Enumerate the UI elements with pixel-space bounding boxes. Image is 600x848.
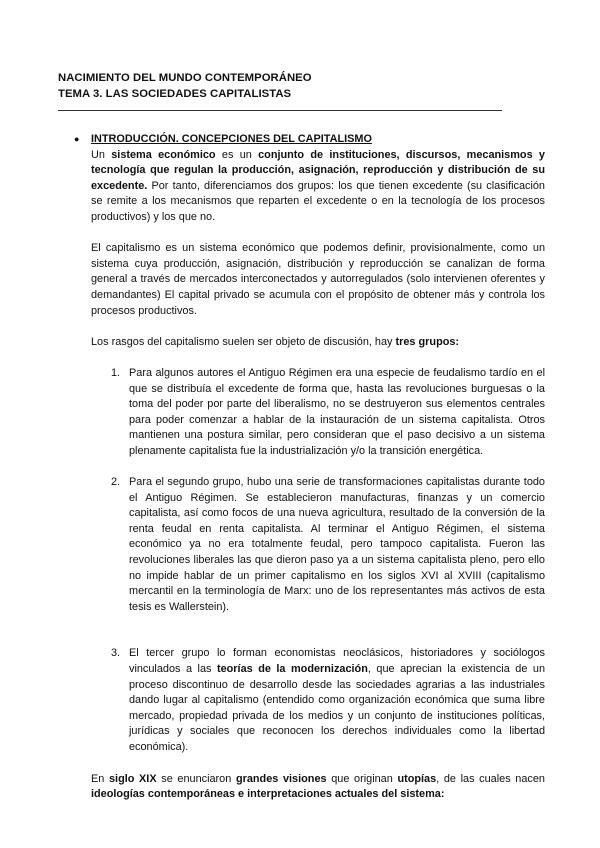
bold-term: ideologías contemporáneas e interpretaciones actuales del sistema: xyxy=(91,788,445,801)
text-run: es un xyxy=(215,148,259,161)
text-run: que originan xyxy=(326,772,398,785)
text-run: Por tanto, diferenciamos dos grupos: los que tienen excedente (su clasificación se remite a los mecanismos que reparten el excedente o en la tecnología de los procesos productivos) y los que no. xyxy=(91,179,545,223)
groups-list xyxy=(91,366,545,756)
document-header xyxy=(58,70,312,102)
bold-term: conjunto de instituciones, discursos, mecanismos y tecnología que regulan la producción, asignación, reproducción y distribución de su excedente. xyxy=(91,148,545,192)
section-heading xyxy=(74,132,545,148)
text-run: , de las cuales nacen xyxy=(436,772,545,785)
section-heading-text: INTRODUCCIÓN. CONCEPCIONES DEL CAPITALISMO xyxy=(91,133,372,145)
paragraph-groups-intro xyxy=(91,335,545,351)
text-run: El tercer grupo lo forman economistas neoclásicos, historiadores y sociólogos vinculados a las xyxy=(129,647,545,675)
list-item xyxy=(91,366,545,460)
bold-term: siglo XIX xyxy=(108,772,157,785)
list-item xyxy=(91,646,545,755)
introduction-section xyxy=(74,132,546,818)
paragraph-definition xyxy=(91,148,545,226)
bold-term: grandes visiones xyxy=(235,772,327,785)
course-title: NACIMIENTO DEL MUNDO CONTEMPORÁNEO xyxy=(58,72,312,84)
list-item-text: Para algunos autores el Antiguo Régimen era una especie de feudalismo tardío en el que se distribuía el excedente de forma que, hasta las revoluciones burguesas o la toma del poder por parte del liberalismo, no se destruyeron sus elementos centrales para poder comenzar a hablar de la instauración de un sistema capitalista. Otros mantienen una postura similar, pero consideran que el paso decisivo a un sistema plenamente capitalista fue la industrialización y/o la transición energética. xyxy=(129,366,545,457)
bullet-icon: ● xyxy=(74,134,80,144)
text-run: En xyxy=(91,772,109,785)
paragraph-nineteenth-century xyxy=(91,772,545,803)
list-number: 1. xyxy=(111,366,121,379)
paragraph-capitalism: El capitalismo es un sistema económico que podemos definir, provisionalmente, como un sistema cuya producción, asignación, distribución y reproducción se canalizan de forma general a través de mercados interconectados y autorregulados (solo intervienen oferentes y demandantes) El capital privado se acumula con el propósito de obtener más y controla los procesos productivos. xyxy=(91,242,545,317)
bold-term: sistema económico xyxy=(111,148,216,161)
list-item xyxy=(91,475,545,615)
bold-term: utopías xyxy=(397,772,437,785)
list-item-text: Para el segundo grupo, hubo una serie de transformaciones capitalistas durante todo el Antiguo Régimen. Se establecieron manufacturas, finanzas y un comercio capitalista, así como focos de una nueva agricultura, resultado de la conversión de la renta feudal en renta capitalista. Al terminar el Antiguo Régimen, el sistema económico ya no era totalmente feudal, pero tampoco capitalista. Fueron las revoluciones liberales las que dieron paso ya a un sistema capitalista pleno, pero ello no impide hablar de un primer capitalismo en los siglos XVI al XVIII (capitalismo mercantil en la terminología de Marx: uno de los representantes más activos de esta tesis es Wallerstein). xyxy=(129,476,545,613)
text-run: Un xyxy=(91,148,112,161)
bold-term: tres grupos: xyxy=(395,335,460,348)
unit-title: TEMA 3. LAS SOCIEDADES CAPITALISTAS xyxy=(58,88,292,100)
header-divider xyxy=(58,110,502,111)
bold-term: teorías de la modernización xyxy=(216,663,368,675)
text-run: Los rasgos del capitalismo suelen ser objeto de discusión, hay xyxy=(91,335,396,348)
list-number: 2. xyxy=(111,476,121,489)
list-number: 3. xyxy=(111,647,121,660)
text-run: , que aprecian la existencia de un proceso discontinuo de desarrollo desde las sociedades agrarias a las industriales dando lugar al capitalismo (entendido como organización económica que suma libre mercado, propiedad privada de los medios y un conjunto de instituciones políticas, jurídicas y sociales que reconocen los derechos individuales como la libertad económica). xyxy=(129,663,546,753)
text-run: se enunciaron xyxy=(156,772,236,785)
